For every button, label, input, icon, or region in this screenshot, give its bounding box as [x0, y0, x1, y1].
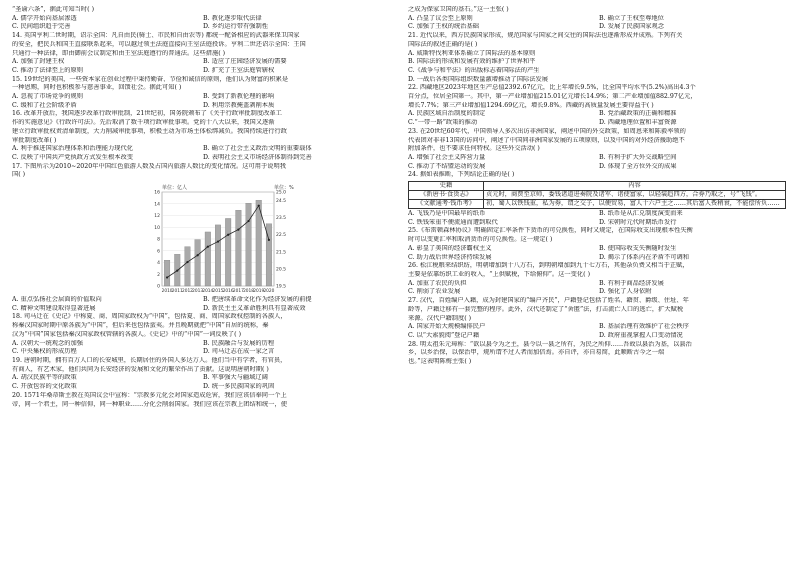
- x-tick-label: 2019: [253, 289, 265, 295]
- y-tick-label-right: 19.5: [276, 284, 287, 290]
- question-16-line: 作的实施意见》《行政许可法》。先后取消了数千项行政审批事项。党的十八大以来，我国又逐渐: [12, 119, 275, 127]
- question-13-options: [12, 15, 394, 24]
- question-19-options: [12, 374, 394, 383]
- option: C. 精神文明建设取得显著进展: [12, 304, 96, 312]
- table-cell: 《新唐书·食货志》: [409, 191, 484, 200]
- table-row: [409, 191, 786, 200]
- option: A. 彰显了美国的经济霸权主义: [408, 244, 492, 252]
- question-20-line: 20. 1571年桑蒂斯主教在英国议会中宣称：“宗教多元化会对国家造成危害，我们应该信奉同一个上: [12, 391, 287, 399]
- bar: [195, 240, 201, 286]
- question-20-tail: 之成为保家卫国的基石。”这一主张( ): [408, 6, 509, 13]
- bar: [246, 203, 252, 286]
- option: D. 发展了民族国家观念: [599, 23, 665, 31]
- bar: [185, 247, 191, 286]
- option: A. 国家开始大规模编排民户: [408, 323, 486, 331]
- question-22-line: 增长7.7%；第三产业增加值1294.69亿元，增长9.8%。西藏的高质量发展主要得益于( ): [408, 101, 654, 109]
- option: C. 民间组织趋于完善: [12, 23, 71, 31]
- question-17-options: [12, 296, 394, 305]
- question-26-line: 26. 松江税粮来结织纺，明朝增加到十八万石，到明朝增加到九十七万石，其他杂负费又相当于正赋，: [408, 262, 689, 270]
- question-14-line: 的安全，把民兵和国王直接联系起来，可以越过领主法庭直接向王室法庭投诉。亨利二世还诏示全国：王国: [12, 40, 306, 48]
- option: B. 确立了社会主义政治文明的重要载体: [203, 145, 312, 153]
- question-18-line: 称秦汉国家时期中原各族为“中国”，但后来也包括蛮夷。并且晚期就把“中国”自居的统称，秦: [12, 322, 269, 330]
- line-point: [207, 246, 209, 248]
- option: D. 表明社会主义市场经济体制得到完善: [203, 153, 312, 161]
- option: B. 基层治理有效维护了社会秩序: [599, 323, 689, 331]
- right-axis-unit: 单位：%: [274, 185, 294, 192]
- option: A. 忽视了市场竞争的规则: [12, 93, 83, 101]
- option: D. 体现了全方位外交的成果: [599, 162, 677, 170]
- option: C. 反映了中国共产党执政方式发生根本改变: [12, 153, 134, 161]
- y-tick-label-left: 10: [154, 225, 160, 231]
- tourism-chart: [12, 182, 394, 294]
- option: B. 教化逐步取代法律: [203, 14, 262, 22]
- question-14-options: [12, 58, 394, 67]
- question-21-line: 21. 近代以来，西方民族国家形成，规范国家与国家之间交往的国际法也逐渐形成并成熟。下列有关: [408, 32, 683, 40]
- option: D. 西藏地理位置和丰富资源: [599, 119, 677, 127]
- option: D. 扩充了王室法庭管辖权: [203, 66, 275, 74]
- y-tick-label-right: 24.5: [276, 199, 287, 205]
- question-26-options: [408, 280, 790, 289]
- question-25-options: [408, 245, 790, 254]
- x-tick-label: 2011: [171, 289, 183, 295]
- table-row: [409, 200, 786, 209]
- option: A. 胡汉民族平等的政策: [12, 374, 77, 382]
- option: B. 把唐续革命文化作为经济发展的前提: [203, 296, 312, 304]
- option: B. 军事强大与疆域辽阔: [203, 374, 268, 382]
- table-header: 内容: [484, 182, 786, 191]
- line-point: [186, 261, 188, 263]
- x-tick-label: 2014: [202, 289, 214, 295]
- question-26-options-row2: [408, 288, 790, 297]
- option: A. 民族区域自治制度的制定: [408, 110, 486, 118]
- question-22-options-row2: [408, 119, 790, 128]
- question-16-options-row2: [12, 154, 394, 163]
- option: A. 汉朝大一统观念的加强: [12, 339, 83, 347]
- option: C. 以“大索貌阅”登记户籍: [408, 331, 480, 339]
- option: D. 乡约运行带有强制性: [203, 23, 269, 31]
- question-17-line: 17. 下图所示为2010~2020年中国红色旅游人数及占国内旅游人数比的变化情况。这可用于说明我: [12, 162, 286, 170]
- question-28-line: 28. 明太祖朱元璋称：“欲以县令为之主，县令以一县之所有，为民之所仰……吾故以县治为基，以县治: [408, 340, 692, 348]
- bar: [236, 210, 242, 286]
- y-tick-label-left: 6: [157, 249, 160, 255]
- question-23-line: 23. 在20世纪60年代，中国领导人多次出访非洲国家，阐述中国的外交政策，如周恩来和陈毅率领的: [408, 127, 686, 135]
- question-17-options-row2: [12, 305, 394, 314]
- question-27-line: 27. 汉代，百姓编户入籍，成为封建国家的“编户齐民”，户籍登记包括了姓名、籍贯、爵级、住址、年: [408, 297, 689, 305]
- question-16-line: 审批制度改革( ): [12, 136, 57, 144]
- question-28-line: 乡，以乡治保，以保治甲，规所谓不过人者而加倍焉。亦自评，亦自易简，此顺断古今之一端: [408, 349, 665, 357]
- x-tick-label: 2017: [232, 289, 244, 295]
- question-27-line: 龄等，户籍迁移有一套完整的程序。此外，汉代还制定了“舍匿”法，打击流亡人口的逃亡，扩大赋税: [408, 305, 684, 313]
- option: D. 利用宗教掩盖剥削本质: [203, 101, 275, 109]
- question-23-options: [408, 154, 790, 163]
- question-24-intro: 24. 据如表推断，下列结论正确的是( ): [408, 171, 515, 179]
- question-14-line: 14. 英国亨利二世时期，诏示全国：凡自由民(骑士、市民和自由农等) 都统一配备相应的武器来保卫国家: [12, 32, 300, 40]
- line-point: [237, 229, 239, 231]
- y-tick-label-left: 8: [157, 237, 160, 243]
- option: B. 适应了庄园经济发展的需要: [203, 58, 287, 66]
- y-tick-label-left: 2: [157, 272, 160, 278]
- question-18-line: 汉为“中国”国家包括秦汉国家政权管辖的各族人。《史记》中的“中国”一词反映了( ): [12, 330, 242, 338]
- option: B. 纸币是从汇兑制度演变而来: [599, 210, 683, 218]
- question-16-line: 建立行政审批权责清单制度，大力削减审批事项，积极主动为市场主体松绑减负。我国持续进行行政: [12, 127, 287, 135]
- x-tick-label: 2012: [181, 289, 193, 295]
- x-tick-label: 2016: [222, 289, 234, 295]
- option: C. 中央集权的形成历程: [12, 348, 77, 356]
- question-21-line: 国际法的叙述正确的是( ): [408, 40, 478, 48]
- question-24-options: [408, 210, 790, 219]
- option: A. 凸显了议会至上原则: [408, 14, 473, 22]
- question-20-options-row2: [408, 23, 790, 32]
- y-tick-label-left: 14: [154, 202, 160, 208]
- bar: [164, 260, 170, 286]
- option: B. 有利于商品经济发展: [599, 279, 664, 287]
- question-13-options-row2: [12, 23, 394, 32]
- question-13-tail: “圣谕六条”，据此可知当时( ): [12, 6, 95, 13]
- question-15-options-row2: [12, 102, 394, 111]
- option: B. 国际法的形成和发展有效的维护了世界和平: [408, 58, 536, 66]
- option: D. 强化了人身依附: [599, 288, 652, 296]
- option: B. 有利于扩大外交战略空间: [599, 153, 677, 161]
- left-axis-unit: 单位：亿人: [162, 185, 188, 192]
- option: A. 威斯特伐利亚体系确立了国际法的基本原则: [408, 49, 536, 57]
- x-tick-label: 2013: [192, 289, 204, 295]
- question-23-options-row2: [408, 163, 790, 172]
- option: B. 受到了新教伦理的影响: [203, 93, 275, 101]
- y-tick-label-left: 16: [154, 190, 160, 196]
- option: A. 重点弘扬社会层面的价值取向: [12, 296, 102, 304]
- table-header-row: [409, 182, 786, 191]
- y-tick-label-left: 0: [157, 284, 160, 290]
- line-point: [197, 254, 199, 256]
- y-tick-label-right: 21.5: [276, 250, 287, 256]
- line-point: [227, 234, 229, 236]
- bar: [215, 225, 221, 286]
- option: C. 推动了不结盟运动的发展: [408, 162, 486, 170]
- question-16-line: 16. 改革开放后，我国逐步改革行政审批制，21世纪初，国务院颁布了《关于行政审批制度改革工: [12, 110, 282, 118]
- y-tick-label-right: 25.0: [276, 190, 287, 196]
- option: A. 利于推进国家治理体系和治理能力现代化: [12, 145, 133, 153]
- question-18-line: 18. 司马迁在《史记》中称夏、商、周国家政权为“中国”，包括夏、商、周国家政权控制的各族人，: [12, 313, 287, 321]
- question-20-line: 帝，同一个君主，同一种信仰，同一种职业……分化会削弱国家。我们应该在宗教上团结和统一，使: [12, 400, 287, 408]
- table-cell: 贞元时，商贾至京师，委钱诸道进奏院及诸军、诸使富家，以轻装趋四方，合券乃取之，号“飞钱”。: [484, 191, 786, 200]
- right-column: [408, 6, 790, 367]
- y-tick-label-right: 22.5: [276, 233, 287, 239]
- option: C. 缓和了社会阶级矛盾: [12, 101, 77, 109]
- line-point: [176, 270, 178, 272]
- option: B. 使国际收支失衡随时发生: [599, 244, 677, 252]
- question-27-line: 来源。汉代户籍制度( ): [408, 314, 472, 322]
- question-18-options-row2: [12, 348, 394, 357]
- question-20-options: [408, 15, 790, 24]
- option: A. 飞钱乃是中国最早的纸币: [408, 210, 486, 218]
- bar: [205, 232, 211, 286]
- y-tick-label-right: 20.5: [276, 267, 287, 273]
- question-24-options-row2: [408, 219, 790, 228]
- x-tick-label: 2020: [263, 289, 275, 295]
- line-point: [268, 239, 270, 241]
- option: A. 加重了农民的负担: [408, 279, 467, 287]
- option: D. 新民主主义革命胜利具有显著成效: [203, 304, 306, 312]
- table-header: 史籍: [409, 182, 484, 191]
- option: A. 儒学开始向基层渗透: [12, 14, 77, 22]
- option: D. 统一多民族国家的巩固: [203, 383, 275, 391]
- option: C.“一带一路”政策的推动: [408, 119, 478, 127]
- option: B. 党治藏政策的正确和精准: [599, 110, 677, 118]
- option: D. 司马迁志在成一家之言: [203, 348, 275, 356]
- question-25-line: 25.《布雷顿森林协议》明确固定汇率条件下货币的可兑换性，同时又规定，在国际收支出现根本性失衡: [408, 227, 693, 235]
- line-point: [217, 241, 219, 243]
- line-point: [247, 220, 249, 222]
- question-25-line: 时可以变更汇率和取消货币的可兑换性。这一规定( ): [408, 236, 553, 244]
- tourism-chart-svg: [12, 182, 394, 294]
- question-23-line: 附加条件，也不要求任何特权。这些外交活动( ): [408, 145, 540, 153]
- question-25-options-row2: [408, 254, 790, 263]
- question-23-line: 代表团对非非13国的访问中，阐述了中国同非洲国家发展的五项原则，以及中国的对外经济援助绝不: [408, 136, 685, 144]
- question-22-options: [408, 110, 790, 119]
- question-19-line: 有商人，有艺术家，他们共同为长安经济的发展和文化的繁荣作出了贡献。这说明唐朝时期( ): [12, 365, 269, 373]
- left-column: [12, 6, 394, 409]
- question-18-options: [12, 340, 394, 349]
- question-15-options: [12, 93, 394, 102]
- option: C. 助力战后世界经济持续发展: [408, 253, 492, 261]
- option: C.《战争与和平法》的出版标志着国际法的产生: [408, 66, 540, 74]
- option: D. 一战后各类国际组织数量激增推动了国际法发展: [408, 75, 549, 83]
- option: D. 政府重视掌握人口变动情况: [599, 331, 683, 339]
- y-tick-label-left: 4: [157, 261, 160, 267]
- y-tick-label-left: 12: [154, 214, 160, 220]
- question-27-options-row2: [408, 332, 790, 341]
- x-tick-label: 2015: [212, 289, 224, 295]
- option: C. 开放包容的文化政策: [12, 383, 77, 391]
- option: B. 民族融合与发展的历程: [203, 339, 275, 347]
- question-14-options-row2: [12, 67, 394, 76]
- question-28-line: 也。”这表明陈梅主张( ): [408, 358, 472, 366]
- x-tick-label: 2018: [243, 289, 255, 295]
- source-table: [408, 181, 786, 209]
- option: C. 削弱了农业发展: [408, 288, 461, 296]
- y-tick-label-right: 23.5: [276, 216, 287, 222]
- table-cell: 《文献通考·钱币考》: [409, 200, 484, 209]
- question-15-line: 15. 19世纪的美国，一些资本家在创业过程中秉持勤奋、节俭和诚信的原则，他们认为财富的积累是: [12, 75, 289, 83]
- question-26-line: 主要是依靠纺织工业的收入，“上供赋税，下给俯仰”。这一变化( ): [408, 270, 591, 278]
- question-22-line: 22. 西藏地区2023年地区生产总值2392.67亿元，比上年增长9.5%，比全国平均水平(5.2%)高出4.3个: [408, 84, 696, 92]
- question-16-options: [12, 145, 394, 154]
- question-22-line: 百分点，位居全国第一。其中，第一产业增加值215.01亿元增长14.9%；第二产业增加值882.97亿元，: [408, 93, 697, 101]
- question-15-line: 一种恩赐，同时也积极参与慈善事业，回馈社会。据此可知( ): [12, 84, 182, 92]
- option: D. 揭示了体系内在矛盾不可调和: [599, 253, 690, 261]
- question-17-line: 国( ): [12, 171, 26, 179]
- option: B. 确立了王权至尊地位: [599, 14, 664, 22]
- question-27-options: [408, 323, 790, 332]
- option: A. 增强了社会主义阵营力量: [408, 153, 486, 161]
- option: A. 加强了封建王权: [12, 58, 65, 66]
- question-19-line: 19. 唐朝时期，拥有百万人口的长安城里，长期居住的外国人多达万人。他们当中有学者，有官员，: [12, 356, 287, 364]
- question-14-line: 只通行一种法律，即由御前会议制定和由王室法庭遵行的普通法。这些措施( ): [12, 49, 226, 57]
- question-19-options-row2: [12, 383, 394, 392]
- option: C. 加强了王权的统治基础: [408, 23, 480, 31]
- option: C. 推动了法律至上的原则: [12, 66, 84, 74]
- option: C. 铁钱笨重不便流通而遭到取代: [408, 218, 498, 226]
- option: D. 宋朝时元代时期纸币发行: [599, 218, 677, 226]
- table-cell: 初，蜀人以铁钱重，私为券，谓之交子，以便贸易，富人十六户主之……其后富人赀稍衰，不能偿所负……: [484, 200, 786, 209]
- line-point: [166, 276, 168, 278]
- bar: [225, 219, 231, 287]
- x-tick-label: 2010: [161, 289, 173, 295]
- line-point: [258, 205, 260, 207]
